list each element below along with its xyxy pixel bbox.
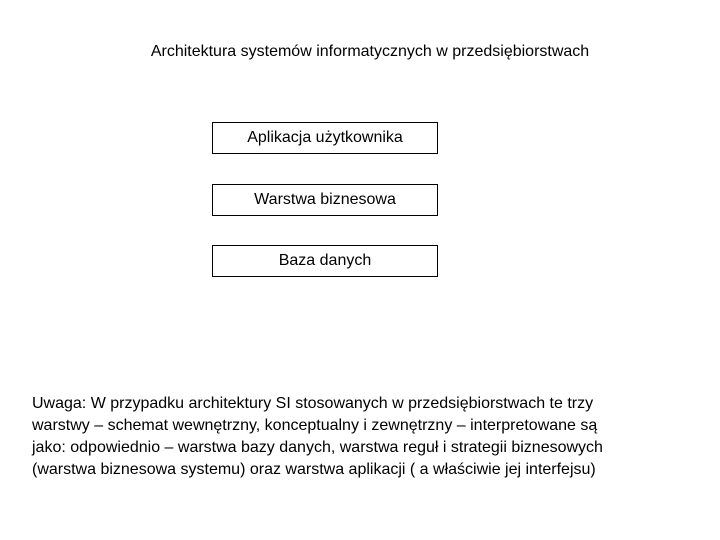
note-line: jako: odpowiednio – warstwa bazy danych, warstwa reguł i strategii biznesowych bbox=[32, 439, 603, 456]
note-line: (warstwa biznesowa systemu) oraz warstwa aplikacji ( a właściwie jej interfejsu) bbox=[32, 461, 596, 478]
layer-box-database bbox=[212, 245, 438, 277]
note-paragraph bbox=[32, 393, 692, 481]
layer-box-business bbox=[212, 184, 438, 216]
layer-box-application bbox=[212, 122, 438, 154]
note-line: Uwaga: W przypadku architektury SI stosowanych w przedsiębiorstwach te trzy bbox=[32, 395, 594, 412]
layer-label-business: Warstwa biznesowa bbox=[254, 191, 396, 208]
note-line: warstwy – schemat wewnętrzny, konceptualny i zewnętrzny – interpretowane są bbox=[32, 417, 598, 434]
page-title: Architektura systemów informatycznych w przedsiębiorstwach bbox=[150, 43, 590, 60]
layer-label-application: Aplikacja użytkownika bbox=[247, 129, 403, 146]
layer-label-database: Baza danych bbox=[278, 252, 372, 269]
